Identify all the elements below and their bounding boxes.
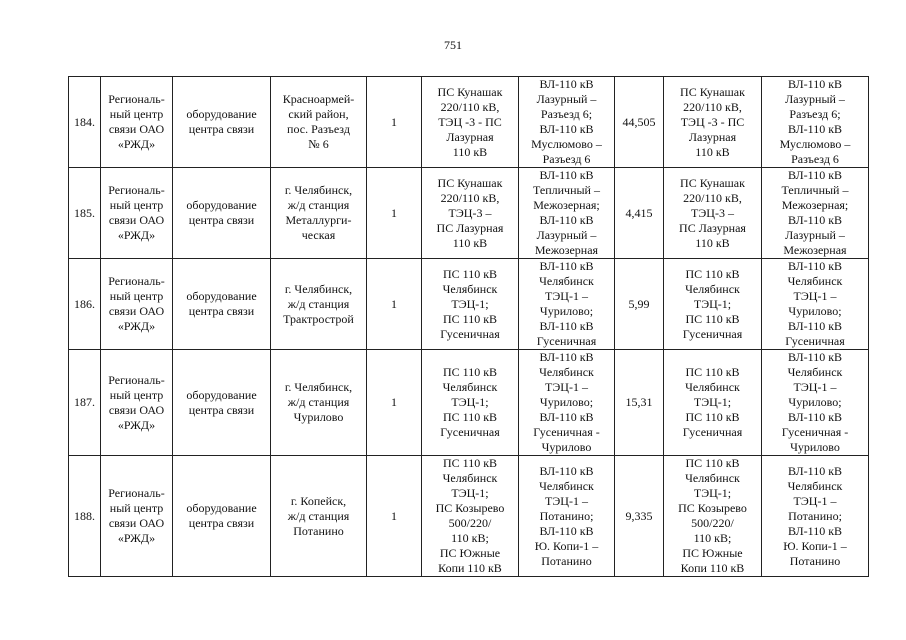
owner-cell: Региональ- ный центр связи ОАО «РЖД» xyxy=(101,77,173,168)
table-row xyxy=(69,456,869,577)
object-cell: оборудование центра связи xyxy=(173,168,271,259)
substation-cell-2: ПС Кунашак 220/110 кВ, ТЭЦ-3 – ПС Лазурная 110 кВ xyxy=(664,168,762,259)
substation-cell-2: ПС Кунашак 220/110 кВ, ТЭЦ -3 - ПС Лазурная 110 кВ xyxy=(664,77,762,168)
object-cell: оборудование центра связи xyxy=(173,456,271,577)
substation-cell: ПС 110 кВ Челябинск ТЭЦ-1; ПС 110 кВ Гусеничная xyxy=(422,350,519,456)
quantity-cell: 1 xyxy=(367,456,422,577)
substation-cell: ПС 110 кВ Челябинск ТЭЦ-1; ПС Козырево 500/220/ 110 кВ; ПС Южные Копи 110 кВ xyxy=(422,456,519,577)
power-line-cell: ВЛ-110 кВ Челябинск ТЭЦ-1 – Чурилово; ВЛ-110 кВ Гусеничная - Чурилово xyxy=(519,350,615,456)
substation-cell-2: ПС 110 кВ Челябинск ТЭЦ-1; ПС 110 кВ Гусеничная xyxy=(664,350,762,456)
location-cell: г. Челябинск, ж/д станция Трактрострой xyxy=(271,259,367,350)
power-value-cell: 15,31 xyxy=(615,350,664,456)
table-row xyxy=(69,350,869,456)
table-row xyxy=(69,259,869,350)
power-line-cell: ВЛ-110 кВ Челябинск ТЭЦ-1 – Потанино; ВЛ-110 кВ Ю. Копи-1 – Потанино xyxy=(519,456,615,577)
row-number: 188. xyxy=(69,456,101,577)
power-line-cell-2: ВЛ-110 кВ Челябинск ТЭЦ-1 – Чурилово; ВЛ-110 кВ Гусеничная xyxy=(762,259,869,350)
power-line-cell-2: ВЛ-110 кВ Челябинск ТЭЦ-1 – Потанино; ВЛ-110 кВ Ю. Копи-1 – Потанино xyxy=(762,456,869,577)
owner-cell: Региональ- ный центр связи ОАО «РЖД» xyxy=(101,168,173,259)
owner-cell: Региональ- ный центр связи ОАО «РЖД» xyxy=(101,350,173,456)
table-row xyxy=(69,77,869,168)
substation-cell-2: ПС 110 кВ Челябинск ТЭЦ-1; ПС Козырево 500/220/ 110 кВ; ПС Южные Копи 110 кВ xyxy=(664,456,762,577)
page-number: 751 xyxy=(444,38,462,52)
power-value-cell: 5,99 xyxy=(615,259,664,350)
object-cell: оборудование центра связи xyxy=(173,259,271,350)
quantity-cell: 1 xyxy=(367,77,422,168)
object-cell: оборудование центра связи xyxy=(173,350,271,456)
row-number: 186. xyxy=(69,259,101,350)
substation-cell: ПС 110 кВ Челябинск ТЭЦ-1; ПС 110 кВ Гусеничная xyxy=(422,259,519,350)
power-value-cell: 9,335 xyxy=(615,456,664,577)
power-line-cell-2: ВЛ-110 кВ Тепличный – Межозерная; ВЛ-110 кВ Лазурный – Межозерная xyxy=(762,168,869,259)
power-line-cell: ВЛ-110 кВ Тепличный – Межозерная; ВЛ-110 кВ Лазурный – Межозерная xyxy=(519,168,615,259)
quantity-cell: 1 xyxy=(367,259,422,350)
table-row xyxy=(69,168,869,259)
power-value-cell: 4,415 xyxy=(615,168,664,259)
object-cell: оборудование центра связи xyxy=(173,77,271,168)
owner-cell: Региональ- ный центр связи ОАО «РЖД» xyxy=(101,259,173,350)
substation-cell: ПС Кунашак 220/110 кВ, ТЭЦ -3 - ПС Лазурная 110 кВ xyxy=(422,77,519,168)
location-cell: Красноармей- ский район, пос. Разъезд № 6 xyxy=(271,77,367,168)
location-cell: г. Челябинск, ж/д станция Чурилово xyxy=(271,350,367,456)
owner-cell: Региональ- ный центр связи ОАО «РЖД» xyxy=(101,456,173,577)
power-line-cell-2: ВЛ-110 кВ Лазурный – Разъезд 6; ВЛ-110 кВ Муслюмово – Разъезд 6 xyxy=(762,77,869,168)
substation-cell: ПС Кунашак 220/110 кВ, ТЭЦ-3 – ПС Лазурная 110 кВ xyxy=(422,168,519,259)
quantity-cell: 1 xyxy=(367,168,422,259)
equipment-table xyxy=(68,76,869,577)
power-value-cell: 44,505 xyxy=(615,77,664,168)
row-number: 187. xyxy=(69,350,101,456)
row-number: 184. xyxy=(69,77,101,168)
substation-cell-2: ПС 110 кВ Челябинск ТЭЦ-1; ПС 110 кВ Гусеничная xyxy=(664,259,762,350)
power-line-cell: ВЛ-110 кВ Челябинск ТЭЦ-1 – Чурилово; ВЛ-110 кВ Гусеничная xyxy=(519,259,615,350)
row-number: 185. xyxy=(69,168,101,259)
location-cell: г. Копейск, ж/д станция Потанино xyxy=(271,456,367,577)
quantity-cell: 1 xyxy=(367,350,422,456)
power-line-cell: ВЛ-110 кВ Лазурный – Разъезд 6; ВЛ-110 кВ Муслюмово – Разъезд 6 xyxy=(519,77,615,168)
location-cell: г. Челябинск, ж/д станция Металлурги- ческая xyxy=(271,168,367,259)
power-line-cell-2: ВЛ-110 кВ Челябинск ТЭЦ-1 – Чурилово; ВЛ-110 кВ Гусеничная - Чурилово xyxy=(762,350,869,456)
